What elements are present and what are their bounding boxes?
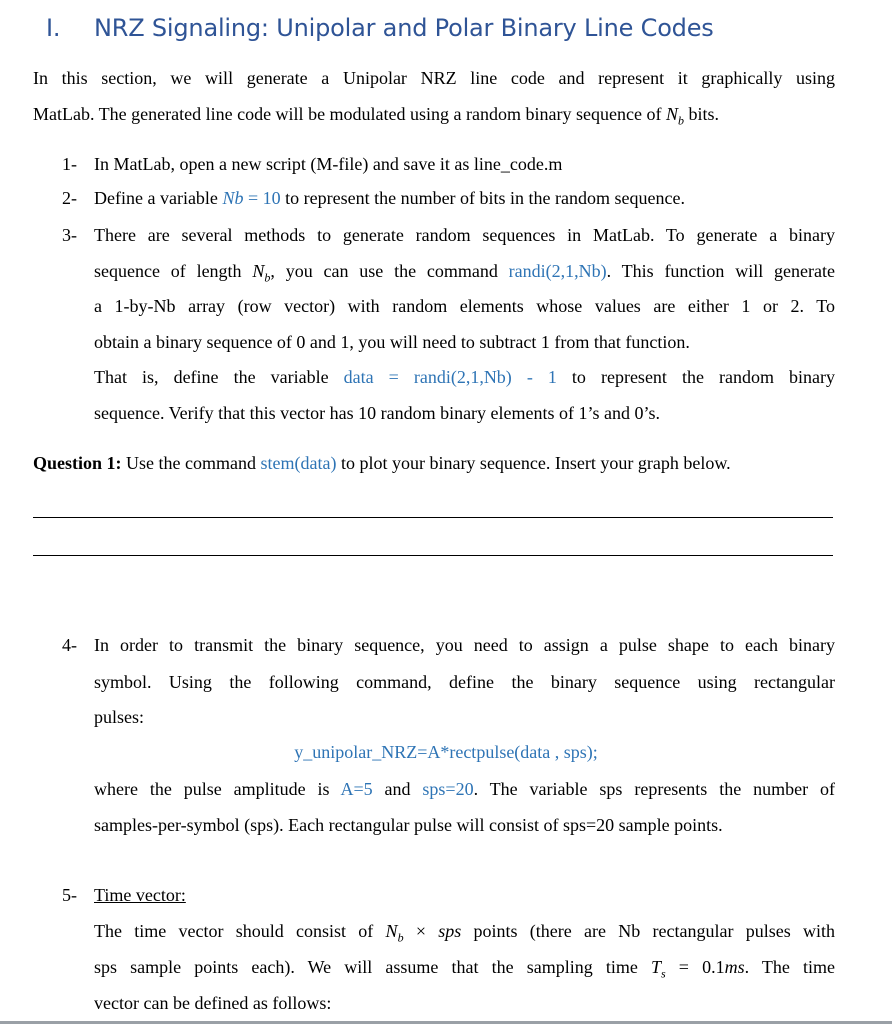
step-4-line-3: pulses: [94,707,145,727]
step-3-number: 3- [62,225,77,245]
step-3-line-1: There are several methods to generate random sequences in MatLab. To generate a binary [94,225,835,245]
step-3-line-3: a 1-by-Nb array (row vector) with random elements whose values are either 1 or 2. To [94,296,835,316]
step-5-number: 5- [62,885,77,905]
step-4-line-2: symbol. Using the following command, define the binary sequence using rectangular [94,672,835,692]
step-4-line-1: In order to transmit the binary sequence, you need to assign a pulse shape to each binary [94,635,835,655]
data-command: data = randi(2,1,Nb) - 1 [343,367,557,387]
step-1-number: 1- [62,154,77,174]
step-3-line-2: sequence of length $N_b$, you can use the command randi(2,1,Nb). This function will generate [94,261,835,285]
step-5-line-3: vector can be defined as follows: [94,993,332,1013]
sps-value: sps=20 [422,779,474,799]
intro-line-1: In this section, we will generate a Unipolar NRZ line code and represent it graphically using [33,68,835,88]
step-1-text: In MatLab, open a new script (M-file) and save it as line_code.m [94,154,563,174]
randi-command: randi(2,1,Nb) [508,261,607,281]
section-title: NRZ Signaling: Unipolar and Polar Binary Line Codes [94,14,714,42]
amplitude-value: A=5 [340,779,373,799]
question-1: Question 1: Use the command stem(data) to plot your binary sequence. Insert your graph below. [33,453,731,473]
question-1-label: Question 1: [33,453,122,473]
step-2-text: Define a variable Nb = 10 to represent the number of bits in the random sequence. [94,188,685,208]
step-2-number: 2- [62,188,77,208]
intro-line-2: MatLab. The generated line code will be modulated using a random binary sequence of $N_b$ bits. [33,104,719,128]
answer-line-1 [33,517,833,518]
step-4-line-5: samples-per-symbol (sps). Each rectangular pulse will consist of sps=20 sample points. [94,815,723,835]
step-5-line-2: sps sample points each). We will assume that the sampling time $T_s = 0.1ms$. The time [94,957,836,981]
answer-line-2 [33,555,833,556]
step-3-line-5: That is, define the variable data = randi(2,1,Nb) - 1 to represent the random binary [94,367,836,387]
nb-variable: Nb [222,188,244,208]
step-5-title: Time vector: [94,885,186,905]
step-3-line-4: obtain a binary sequence of 0 and 1, you will need to subtract 1 from that function. [94,332,690,352]
section-number: I. [46,14,61,42]
step-4-number: 4- [62,635,77,655]
step-5-line-1: The time vector should consist of $N_b$ × sps points (there are Nb rectangular pulses with [94,921,836,945]
stem-command: stem(data) [260,453,337,473]
rectpulse-command: y_unipolar_NRZ=A*rectpulse(data , sps); [294,742,598,762]
section-heading [46,14,714,42]
step-4-line-4: where the pulse amplitude is A=5 and sps=20. The variable sps represents the number of [94,779,835,799]
step-3-line-6: sequence. Verify that this vector has 10 random binary elements of 1’s and 0’s. [94,403,661,423]
